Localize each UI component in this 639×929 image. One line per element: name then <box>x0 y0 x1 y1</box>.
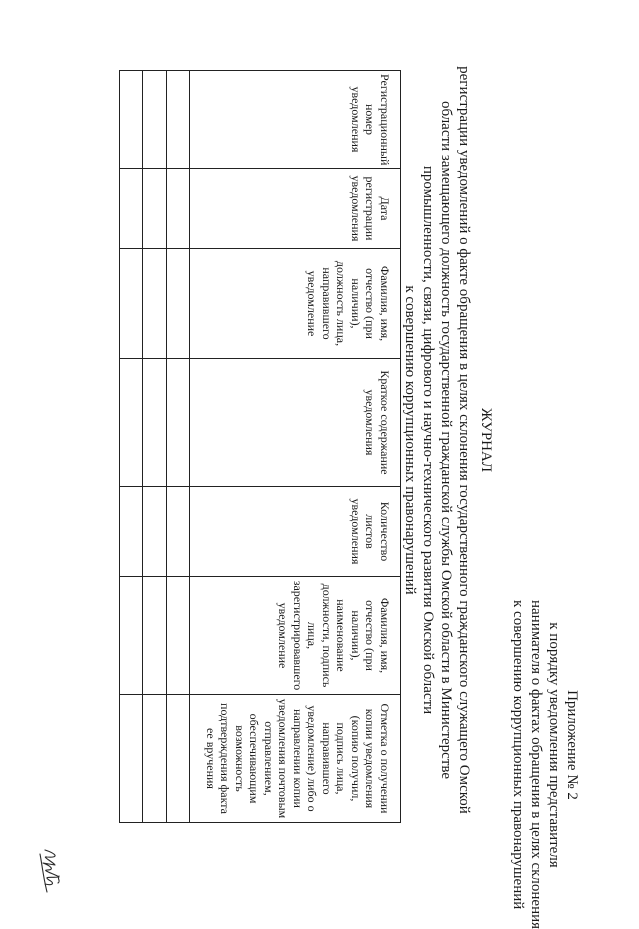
appendix-line: к порядку уведомления представителя <box>546 622 562 868</box>
table-cell <box>143 169 166 249</box>
journal-subtitle-line: регистрации уведомлений о факте обращения в целях склонения государственного гражданского служащего Омской <box>456 66 472 814</box>
table-cell <box>143 695 166 823</box>
column-header-sender: Фамилия, имя, отчество (при наличии), должность лица, направившего уведомление <box>190 249 401 359</box>
journal-title: ЖУРНАЛ <box>478 407 494 473</box>
journal-subtitle-line: области замещающего должность государственной гражданской службы Омской области в Министерстве <box>438 100 454 780</box>
table-header-row <box>190 71 401 823</box>
column-header-reg-number: Регистрационный номер уведомления <box>190 71 401 169</box>
handwritten-signature <box>33 846 67 896</box>
journal-subtitle-line: промышленности, связи, цифрового и научно-технического развития Омской области <box>420 165 436 715</box>
appendix-header <box>509 600 581 929</box>
table-cell <box>166 249 189 359</box>
table-cell <box>120 71 143 169</box>
table-cell <box>120 249 143 359</box>
table-cell <box>120 487 143 577</box>
appendix-line: нанимателя о фактах обращения в целях склонения <box>528 600 544 929</box>
journal-subtitle-line: к совершению коррупционных правонарушений <box>402 285 418 595</box>
table-body <box>120 71 190 823</box>
table-row <box>143 71 166 823</box>
table-cell <box>166 487 189 577</box>
table-cell <box>143 249 166 359</box>
column-header-copy-mark: Отметка о получении копии уведомления (копию получил, подпись лица, направившего уведомление) либо о направлении копии уведомления почтовым отправлением, обеспечивающим возможность подтверждения факта ее вручения <box>190 695 401 823</box>
table-cell <box>143 487 166 577</box>
table-cell <box>166 359 189 487</box>
journal-heading <box>401 60 495 820</box>
column-header-registrar: Фамилия, имя, отчество (при наличии), наименование должности, подпись лица, зарегистрировавшего уведомление <box>190 577 401 695</box>
table-cell <box>120 695 143 823</box>
column-header-reg-date: Дата регистрации уведомления <box>190 169 401 249</box>
table-cell <box>143 577 166 695</box>
table-cell <box>143 359 166 487</box>
column-header-summary: Краткое содержание уведомления <box>190 359 401 487</box>
table-cell <box>166 695 189 823</box>
table-cell <box>120 169 143 249</box>
table-cell <box>166 577 189 695</box>
appendix-number: Приложение № 2 <box>564 690 580 800</box>
registration-table <box>119 70 401 823</box>
table-cell <box>166 169 189 249</box>
table-cell <box>120 359 143 487</box>
table-row <box>166 71 189 823</box>
appendix-line: к совершению коррупционных правонарушений <box>510 600 526 910</box>
table-cell <box>166 71 189 169</box>
table-row <box>120 71 143 823</box>
table-cell <box>143 71 166 169</box>
table-cell <box>120 577 143 695</box>
column-header-sheet-count: Количество листов уведомления <box>190 487 401 577</box>
